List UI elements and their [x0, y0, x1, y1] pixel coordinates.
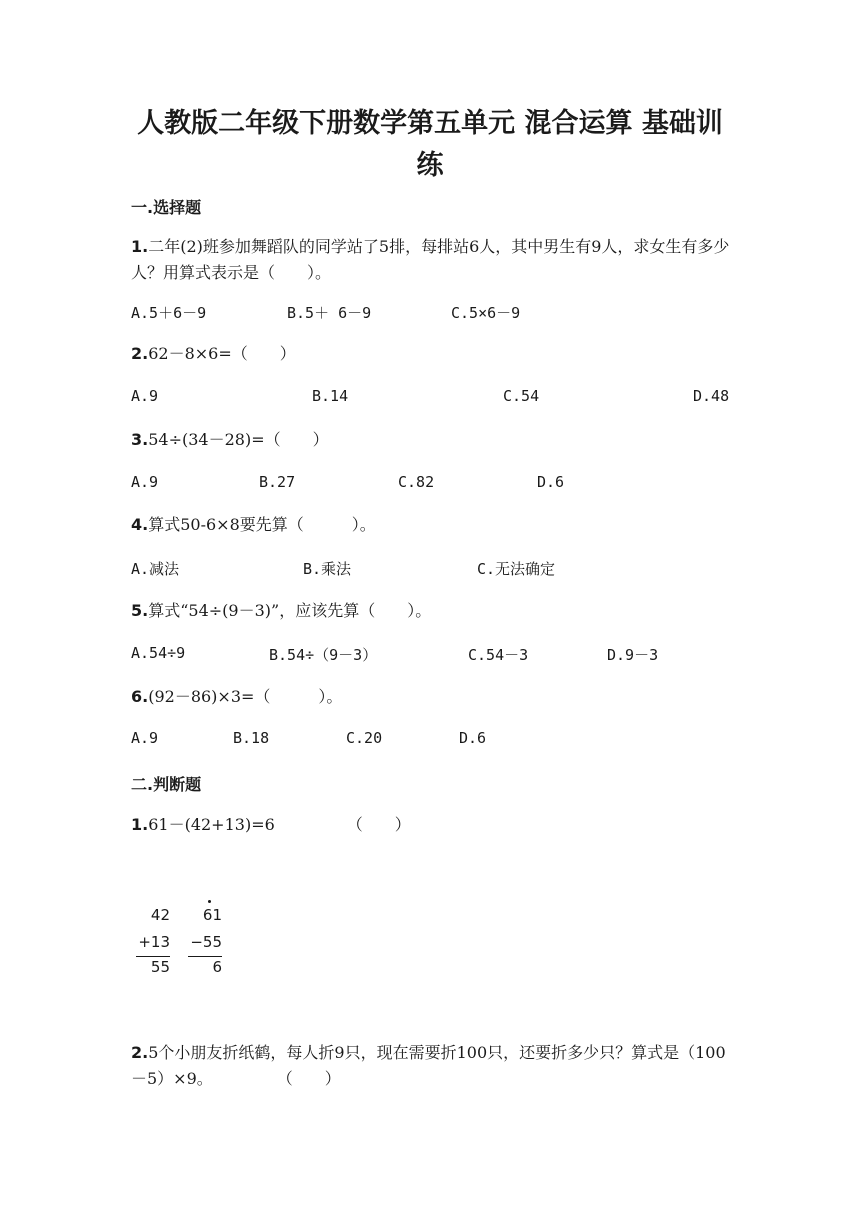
question-4 — [131, 512, 731, 538]
calc-operand: −55 — [190, 933, 222, 951]
question-3 — [131, 427, 731, 453]
calc-result: 6 — [212, 958, 222, 976]
option-a[interactable]: A.9 — [131, 729, 159, 747]
option-c[interactable]: C.5×6－9 — [451, 304, 521, 322]
question-number: 5. — [131, 601, 149, 620]
calc-operand: 61 — [202, 906, 222, 924]
question-number: 4. — [131, 515, 149, 534]
option-a[interactable]: A.减法 — [131, 560, 180, 578]
option-d[interactable]: D.6 — [537, 473, 565, 491]
question-number: 3. — [131, 430, 149, 449]
section-heading-choice: 一.选择题 — [131, 198, 202, 217]
option-b[interactable]: B.乘法 — [303, 560, 352, 578]
option-a[interactable]: A.9 — [131, 473, 159, 491]
question-number: 1. — [131, 237, 149, 256]
question-2 — [131, 341, 731, 367]
question-text: 62－8×6=（ ） — [148, 344, 296, 363]
option-b[interactable]: B.18 — [233, 729, 270, 747]
question-text: 算式50-6×8要先算（ ）。 — [148, 515, 376, 534]
question-text: 5个小朋友折纸鹤，每人折9只，现在需要折100只，还要折多少只？算式是（100－5）×9。 （ ） — [131, 1043, 726, 1088]
option-c[interactable]: C.20 — [346, 729, 383, 747]
question-number: 1. — [131, 815, 149, 834]
option-a[interactable]: A.9 — [131, 387, 159, 405]
option-c[interactable]: C.54－3 — [468, 646, 529, 664]
option-b[interactable]: B.27 — [259, 473, 296, 491]
calc-line — [188, 956, 222, 957]
borrow-dot — [208, 900, 211, 903]
question-number: 6. — [131, 687, 149, 706]
section-heading-judge: 二.判断题 — [131, 775, 202, 794]
calc-line — [136, 956, 170, 957]
option-a[interactable]: A.54÷9 — [131, 644, 186, 662]
option-b[interactable]: B.54÷（9－3） — [269, 646, 378, 664]
judge-question-2 — [131, 1040, 731, 1092]
question-text: 61－(42+13)=6 （ ） — [148, 815, 411, 834]
calc-result: 55 — [150, 958, 170, 976]
page-title: 人教版二年级下册数学第五单元 混合运算 基础训练 — [137, 108, 723, 181]
question-number: 2. — [131, 344, 149, 363]
option-b[interactable]: B.14 — [312, 387, 349, 405]
question-text: (92－86)×3=（ ）。 — [148, 687, 343, 706]
option-c[interactable]: C.54 — [503, 387, 540, 405]
calc-operand: +13 — [138, 933, 170, 951]
judge-question-1 — [131, 812, 731, 838]
question-5 — [131, 598, 731, 624]
option-d[interactable]: D.9－3 — [607, 646, 659, 664]
question-6 — [131, 684, 731, 710]
question-1 — [131, 234, 731, 286]
option-b[interactable]: B.5＋ 6－9 — [287, 304, 372, 322]
option-a[interactable]: A.5＋6－9 — [131, 304, 207, 322]
calc-operand: 42 — [150, 906, 170, 924]
option-d[interactable]: D.6 — [459, 729, 487, 747]
question-number: 2. — [131, 1043, 149, 1062]
question-text: 54÷(34－28)=（ ） — [148, 430, 329, 449]
option-d[interactable]: D.48 — [693, 387, 730, 405]
option-c[interactable]: C.无法确定 — [477, 560, 556, 578]
option-c[interactable]: C.82 — [398, 473, 435, 491]
question-text: 二年(2)班参加舞蹈队的同学站了5排，每排站6人，其中男生有9人，求女生有多少人？用算式表示是（ ）。 — [131, 237, 730, 282]
question-text: 算式“54÷(9－3)”，应该先算（ ）。 — [148, 601, 432, 620]
